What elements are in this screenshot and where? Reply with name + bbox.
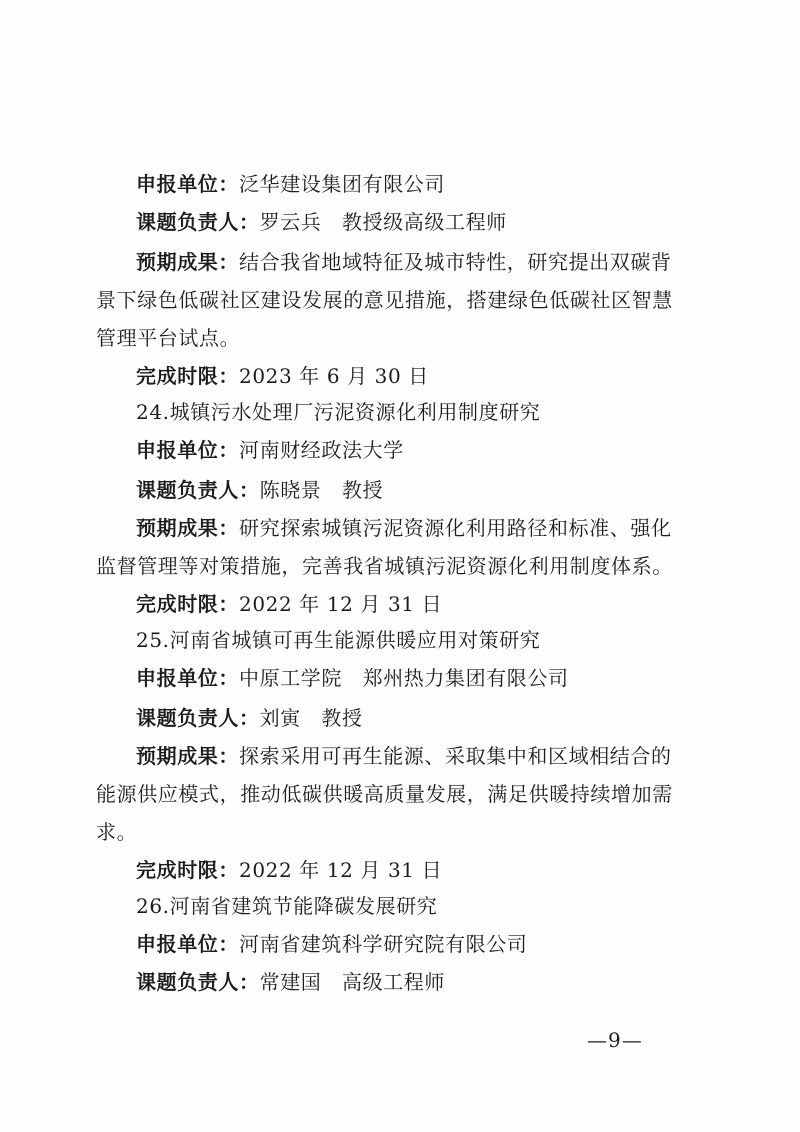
project-24-unit [136,438,404,462]
outcome-label: 预期成果： [136,744,239,768]
project-23-outcome-line-1 [136,250,672,274]
project-23-unit [136,172,445,196]
project-25-unit [136,666,569,690]
unit-value: 中原工学院 郑州热力集团有限公司 [239,666,569,690]
project-24-outcome-line-1 [136,516,672,540]
deadline-label: 完成时限： [136,592,239,616]
project-23-outcome-line-3: 管理平台试点。 [96,326,241,350]
deadline-label: 完成时限： [136,858,239,882]
unit-label: 申报单位： [136,666,239,690]
project-25-title: 25.河南省城镇可再生能源供暖应用对策研究 [136,628,541,652]
project-25-outcome-line-2: 能源供应模式，推动低碳供暖高质量发展，满足供暖持续增加需 [96,782,673,806]
deadline-value: 2022 年 12 月 31 日 [239,592,443,616]
project-24-outcome-line-2: 监督管理等对策措施，完善我省城镇污泥资源化利用制度体系。 [96,554,673,578]
leader-value: 常建国 高级工程师 [259,970,446,994]
deadline-value: 2023 年 6 月 30 日 [239,364,429,388]
unit-label: 申报单位： [136,438,239,462]
page-number: —9— [587,1028,643,1052]
project-25-leader [136,706,363,730]
project-26-unit [136,932,527,956]
outcome-label: 预期成果： [136,516,239,540]
leader-value: 陈晓景 教授 [259,478,384,502]
project-25-outcome-line-3: 求。 [96,820,138,844]
leader-value: 刘寅 教授 [259,706,363,730]
project-26-title: 26.河南省建筑节能降碳发展研究 [136,894,438,918]
outcome-text: 探索采用可再生能源、采取集中和区域相结合的 [239,744,672,768]
outcome-label: 预期成果： [136,250,239,274]
outcome-text: 研究探索城镇污泥资源化利用路径和标准、强化 [239,516,672,540]
project-24-leader [136,478,383,502]
project-24-deadline [136,592,442,616]
unit-value: 河南省建筑科学研究院有限公司 [239,932,528,956]
project-25-deadline [136,858,442,882]
outcome-text: 结合我省地域特征及城市特性，研究提出双碳背 [239,250,672,274]
deadline-value: 2022 年 12 月 31 日 [239,858,443,882]
leader-value: 罗云兵 教授级高级工程师 [259,210,507,234]
deadline-label: 完成时限： [136,364,239,388]
unit-label: 申报单位： [136,932,239,956]
project-23-outcome-line-2: 景下绿色低碳社区建设发展的意见措施，搭建绿色低碳社区智慧 [96,288,673,312]
leader-label: 课题负责人： [136,970,260,994]
project-23-deadline [136,364,429,388]
project-25-outcome-line-1 [136,744,672,768]
unit-label: 申报单位： [136,172,239,196]
project-24-title: 24.城镇污水处理厂污泥资源化利用制度研究 [136,400,541,424]
leader-label: 课题负责人： [136,478,260,502]
leader-label: 课题负责人： [136,210,260,234]
leader-label: 课题负责人： [136,706,260,730]
project-23-leader [136,210,507,234]
project-26-leader [136,970,445,994]
unit-value: 泛华建设集团有限公司 [239,172,445,196]
unit-value: 河南财经政法大学 [239,438,404,462]
